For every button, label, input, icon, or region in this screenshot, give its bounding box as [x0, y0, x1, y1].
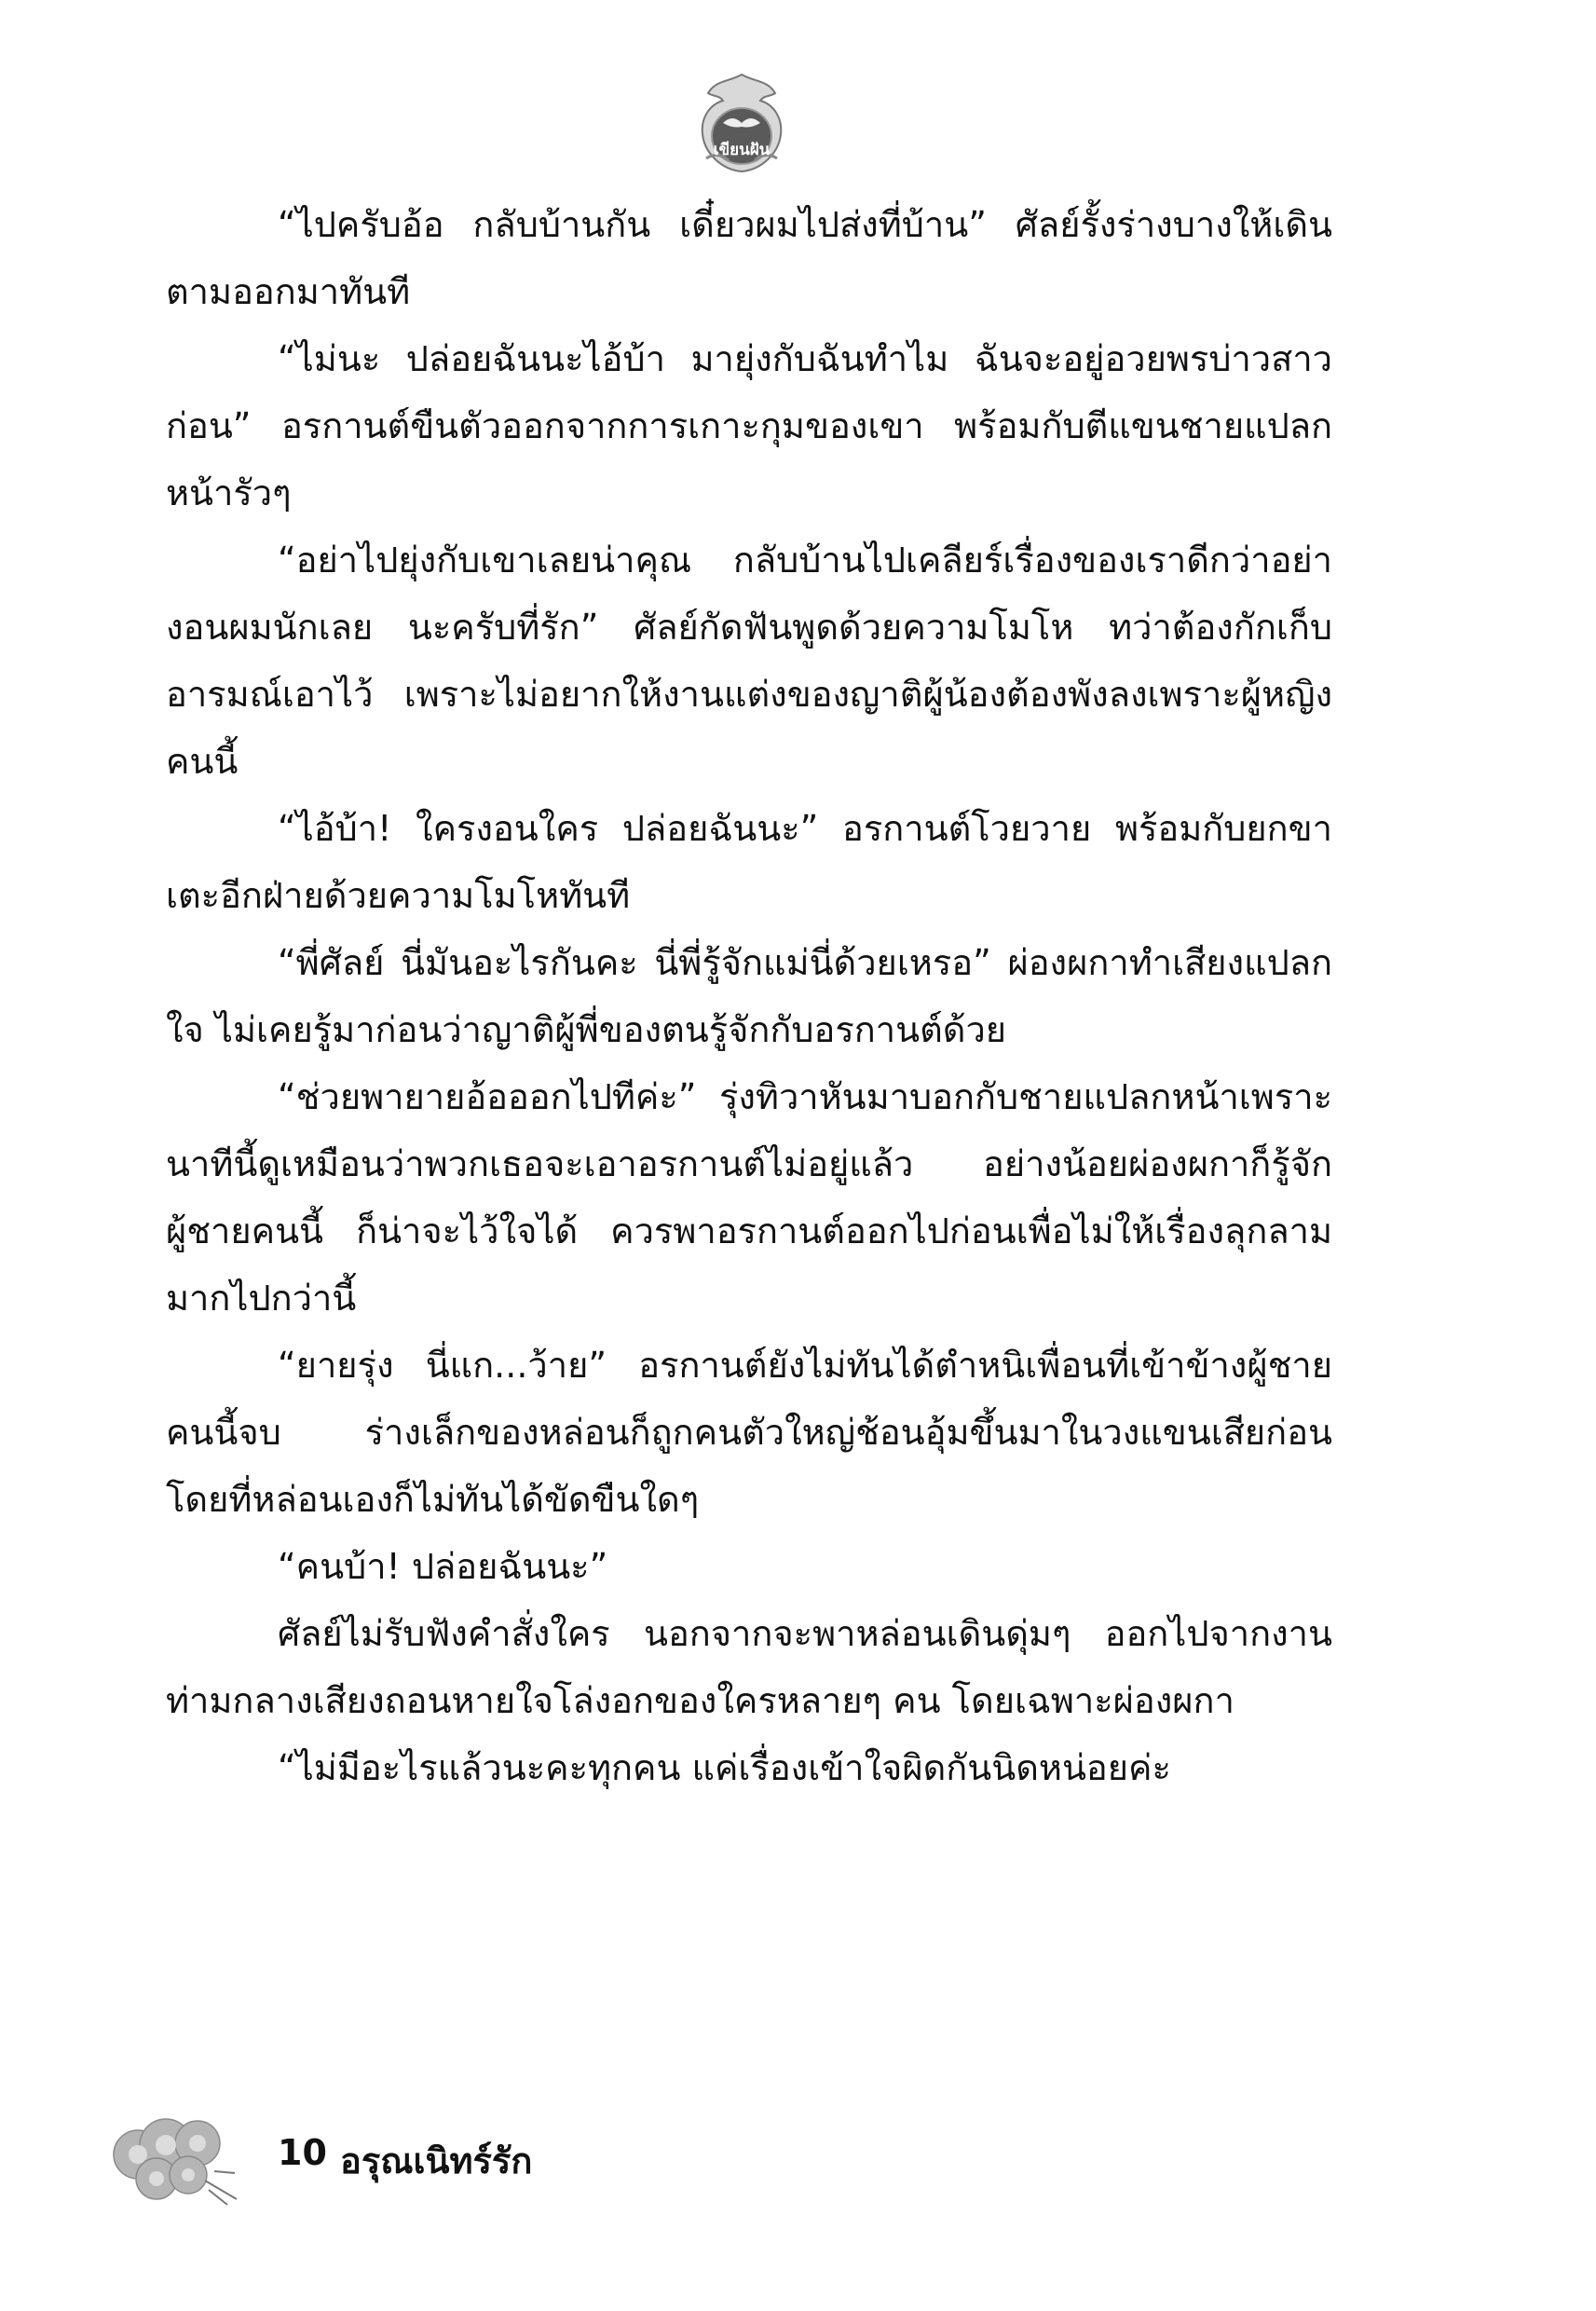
paragraph: “อย่าไปยุ่งกับเขาเลยน่าคุณ กลับบ้านไปเคลียร์เรื่องของเราดีกว่าอย่างอนผมนักเลย นะครับที่รัก” ศัลย์กัดฟันพูดด้วยความโมโห ทว่าต้องกักเก็บอารมณ์เอาไว้ เพราะไม่อยากให้งานแต่งของญาติผู้น้องต้องพังลงเพราะผู้หญิงคนนี้ [166, 540, 1332, 782]
header-logo [689, 69, 794, 179]
paragraph: “ไปครับอ้อ กลับบ้านกัน เดี๋ยวผมไปส่งที่บ้าน” ศัลย์รั้งร่างบางให้เดินตามออกมาทันที [166, 204, 1332, 312]
paragraph: “พี่ศัลย์ นี่มันอะไรกันคะ นี่พี่รู้จักแม่นี่ด้วยเหรอ” ผ่องผกาทำเสียงแปลกใจ ไม่เคยรู้มาก่อนว่าญาติผู้พี่ของตนรู้จักกับอรกานต์ด้วย [166, 942, 1332, 1050]
body-text [166, 191, 1332, 1801]
paragraph: ศัลย์ไม่รับฟังคำสั่งใคร นอกจากจะพาหล่อนเดินดุ่มๆ ออกไปจากงาน ท่ามกลางเสียงถอนหายใจโล่งอกของใครหลายๆ คน โดยเฉพาะผ่องผกา [166, 1613, 1332, 1721]
ornate-crest-icon [689, 69, 794, 179]
page-footer [112, 2106, 634, 2208]
paragraph: “ไอ้บ้า! ใครงอนใคร ปล่อยฉันนะ” อรกานต์โวยวาย พร้อมกับยกขาเตะอีกฝ่ายด้วยความโมโหทันที [166, 808, 1332, 916]
paragraph: “ไม่มีอะไรแล้วนะคะทุกคน แค่เรื่องเข้าใจผิดกันนิดหน่อยค่ะ [278, 1747, 1171, 1788]
flower-bouquet-icon [112, 2106, 242, 2208]
page-number: 10 [278, 2132, 327, 2173]
paragraph: “ช่วยพายายอ้อออกไปทีค่ะ” รุ่งทิวาหันมาบอกกับชายแปลกหน้าเพราะนาทีนี้ดูเหมือนว่าพวกเธอจะเอาอรกานต์ไม่อยู่แล้ว อย่างน้อยผ่องผกาก็รู้จักผู้ชายคนนี้ ก็น่าจะไว้ใจได้ ควรพาอรกานต์ออกไปก่อนเพื่อไม่ให้เรื่องลุกลามมากไปกว่านี้ [166, 1076, 1332, 1319]
paragraph: “ยายรุ่ง นี่แก...ว้าย” อรกานต์ยังไม่ทันได้ตำหนิเพื่อนที่เข้าข้างผู้ชายคนนี้จบ ร่างเล็กของหล่อนก็ถูกคนตัวใหญ่ช้อนอุ้มขึ้นมาในวงแขนเสียก่อน โดยที่หล่อนเองก็ไม่ทันได้ขัดขืนใดๆ [166, 1345, 1332, 1520]
book-title: อรุณเนิทร์รัก [340, 2140, 533, 2181]
paragraph: “คนบ้า! ปล่อยฉันนะ” [278, 1546, 608, 1587]
paragraph: “ไม่นะ ปล่อยฉันนะไอ้บ้า มายุ่งกับฉันทำไม ฉันจะอยู่อวยพรบ่าวสาวก่อน” อรกานต์ขืนตัวออกจากการเกาะกุมของเขา พร้อมกับตีแขนชายแปลกหน้ารัวๆ [166, 338, 1332, 513]
logo-text: เขียนฝัน [713, 141, 771, 159]
